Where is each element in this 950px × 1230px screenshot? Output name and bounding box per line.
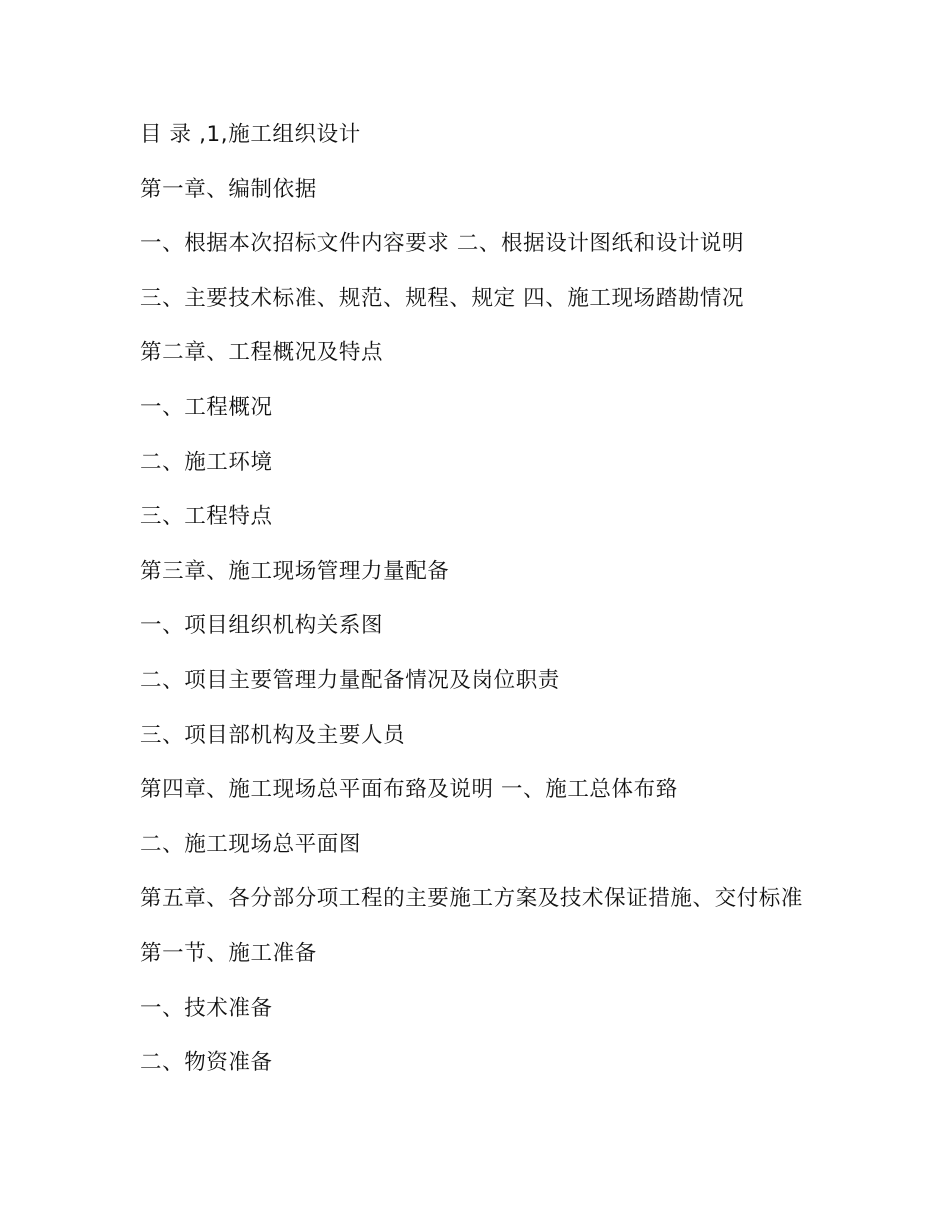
toc-entry: 二、项目主要管理力量配备情况及岗位职责: [140, 667, 560, 693]
toc-title: 目 录 ,1,施工组织设计: [140, 122, 361, 147]
toc-chapter-4: 第四章、施工现场总平面布臵及说明 一、施工总体布臵: [140, 777, 678, 803]
toc-entry: 一、根据本次招标文件内容要求 二、根据设计图纸和设计说明: [140, 231, 745, 257]
toc-entry: 一、工程概况: [140, 394, 273, 420]
toc-entry: 一、项目组织机构关系图: [140, 613, 384, 639]
toc-entry: 二、物资准备: [140, 1050, 273, 1076]
toc-entry: 三、项目部机构及主要人员: [140, 722, 406, 748]
toc-chapter-1: 第一章、编制依据: [140, 176, 317, 202]
toc-entry: 一、技术准备: [140, 995, 273, 1021]
toc-entry: 二、施工现场总平面图: [140, 831, 362, 857]
toc-chapter-2: 第二章、工程概况及特点: [140, 340, 384, 366]
toc-entry: 三、工程特点: [140, 504, 273, 530]
toc-entry: 三、主要技术标准、规范、规程、规定 四、施工现场踏勘情况: [140, 285, 745, 311]
toc-chapter-5: 第五章、各分部分项工程的主要施工方案及技术保证措施、交付标准: [140, 886, 804, 912]
toc-chapter-3: 第三章、施工现场管理力量配备: [140, 558, 450, 584]
toc-entry: 二、施工环境: [140, 449, 273, 475]
table-of-contents: [140, 117, 820, 1100]
toc-section-1: 第一节、施工准备: [140, 940, 317, 966]
